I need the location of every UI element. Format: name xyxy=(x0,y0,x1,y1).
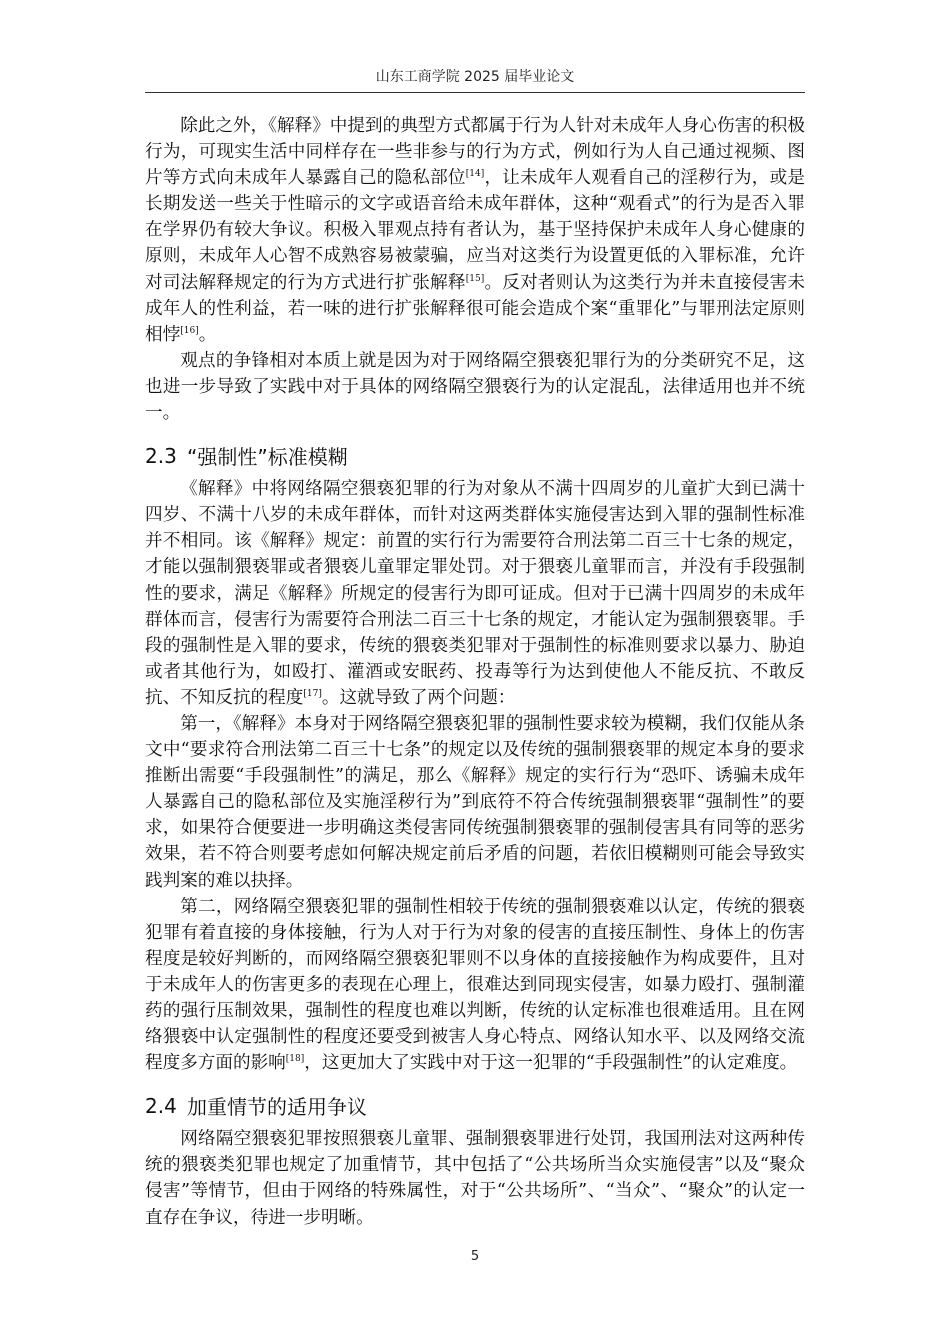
citation-ref: [17] xyxy=(303,688,322,699)
paragraph-text: 。反对者则认为这类行为并未直接侵害未成年人的性利益，若一味的进行扩张解释很可能会造成个案“重罪化”与罪刑法定原则相悖 xyxy=(145,272,805,345)
header-rule xyxy=(145,92,805,93)
page-body xyxy=(145,113,805,1231)
page-number: 5 xyxy=(470,1249,480,1264)
citation-ref: [15] xyxy=(465,273,485,284)
paragraph-text: 。 xyxy=(198,324,217,345)
citation-ref: [14] xyxy=(465,169,485,180)
citation-ref: [16] xyxy=(180,325,199,336)
paragraph xyxy=(145,348,805,426)
running-header: 山东工商学院 2025 届毕业论文 xyxy=(375,69,575,85)
paragraph xyxy=(145,711,805,894)
paragraph xyxy=(145,894,805,1077)
section-number: 2.4 xyxy=(145,1093,177,1118)
paragraph xyxy=(145,113,805,348)
paragraph-text: ，让未成年人观看自己的淫秽行为，或是长期发送一些关于性暗示的文字或语音给未成年群体，这种“观看式”的行为是否入罪在学界仍有较大争议。积极入罪观点持有者认为，基于坚持保护未成年人身心健康的原则，未成年人心智不成熟容易被蒙骗，应当对这类行为设置更低的入罪标准，允许对司法解释规定的行为方式进行扩张解释 xyxy=(145,168,805,293)
paragraph-text: ，这更加大了实践中对于这一犯罪的“手段强制性”的认定难度。 xyxy=(304,1053,798,1074)
paragraph xyxy=(145,1126,805,1230)
paragraph-text: 网络隔空猥亵犯罪按照猥亵儿童罪、强制猥亵罪进行处罚，我国刑法对这两种传统的猥亵类犯罪也规定了加重情节，其中包括了“公共场所当众实施侵害”以及“聚众侵害”等情节，但由于网络的特殊属性，对于“公共场所”、“当众”、“聚众”的认定一直存在争议，待进一步明晰。 xyxy=(145,1129,805,1228)
paragraph-text: 观点的争锋相对本质上就是因为对于网络隔空猥亵犯罪行为的分类研究不足，这也进一步导致了实践中对于具体的网络隔空猥亵行为的认定混乱，法律适用也并不统一。 xyxy=(145,350,805,424)
citation-ref: [18] xyxy=(285,1054,305,1065)
paragraph-text: 。这就导致了两个问题： xyxy=(321,687,516,708)
section-heading-2-3 xyxy=(145,435,805,476)
section-number: 2.3 xyxy=(145,443,177,468)
paragraph-text: 《解释》中将网络隔空猥亵犯罪的行为对象从不满十四周岁的儿童扩大到已满十四岁、不满十八岁的未成年群体，而针对这两类群体实施侵害达到入罪的强制性标准并不相同。该《解释》规定：前置的实行行为需要符合刑法第二百三十七条的规定，才能以强制猥亵罪或者猥亵儿童罪定罪处罚。对于猥亵儿童罪而言，并没有手段强制性的要求，满足《解释》所规定的侵害行为即可证成。但对于已满十四周岁的未成年群体而言，侵害行为需要符合刑法二百三十七条的规定，才能认定为强制猥亵罪。手段的强制性是入罪的要求，传统的猥亵类犯罪对于强制性的标准则要求以暴力、胁迫或者其他行为，如殴打、灌酒或安眠药、投毒等行为达到使他人不能反抗、不敢反抗、不知反抗的程度 xyxy=(145,479,805,708)
paragraph-text: 第二，网络隔空猥亵犯罪的强制性相较于传统的强制猥亵难以认定，传统的猥亵犯罪有着直接的身体接触，行为人对于行为对象的侵害的直接压制性、身体上的伤害程度是较好判断的，而网络隔空猥亵犯罪则不以身体的直接接触作为构成要件，且对于未成年人的伤害更多的表现在心理上，很难达到同现实侵害，如暴力殴打、强制灌药的强行压制效果，强制性的程度也难以判断，传统的认定标准也很难适用。且在网络猥亵中认定强制性的程度还要受到被害人身心特点、网络认知水平、以及网络交流程度多方面的影响 xyxy=(145,896,805,1074)
paragraph-text: 除此之外，《解释》中提到的典型方式都属于行为人针对未成年人身心伤害的积极行为，可现实生活中同样存在一些非参与的行为方式，例如行为人自己通过视频、图片等方式向未成年人暴露自己的隐私部位 xyxy=(145,116,805,189)
section-heading-2-4 xyxy=(145,1085,805,1126)
section-title: 加重情节的适用争议 xyxy=(187,1095,367,1120)
paragraph xyxy=(145,476,805,711)
section-title: “强制性”标准模糊 xyxy=(187,445,348,470)
paragraph-text: 第一，《解释》本身对于网络隔空猥亵犯罪的强制性要求较为模糊，我们仅能从条文中“要求符合刑法第二百三十七条”的规定以及传统的强制猥亵罪的规定本身的要求推断出需要“手段强制性”的满足，那么《解释》规定的实行行为“恐吓、诱骗未成年人暴露自己的隐私部位及实施淫秽行为”到底符不符合传统强制猥亵罪“强制性”的要求，如果符合便要进一步明确这类侵害同传统强制猥亵罪的强制侵害具有同等的恶劣效果，若不符合则要考虑如何解决规定前后矛盾的问题，若依旧模糊则可能会导致实践判案的难以抉择。 xyxy=(145,713,805,891)
